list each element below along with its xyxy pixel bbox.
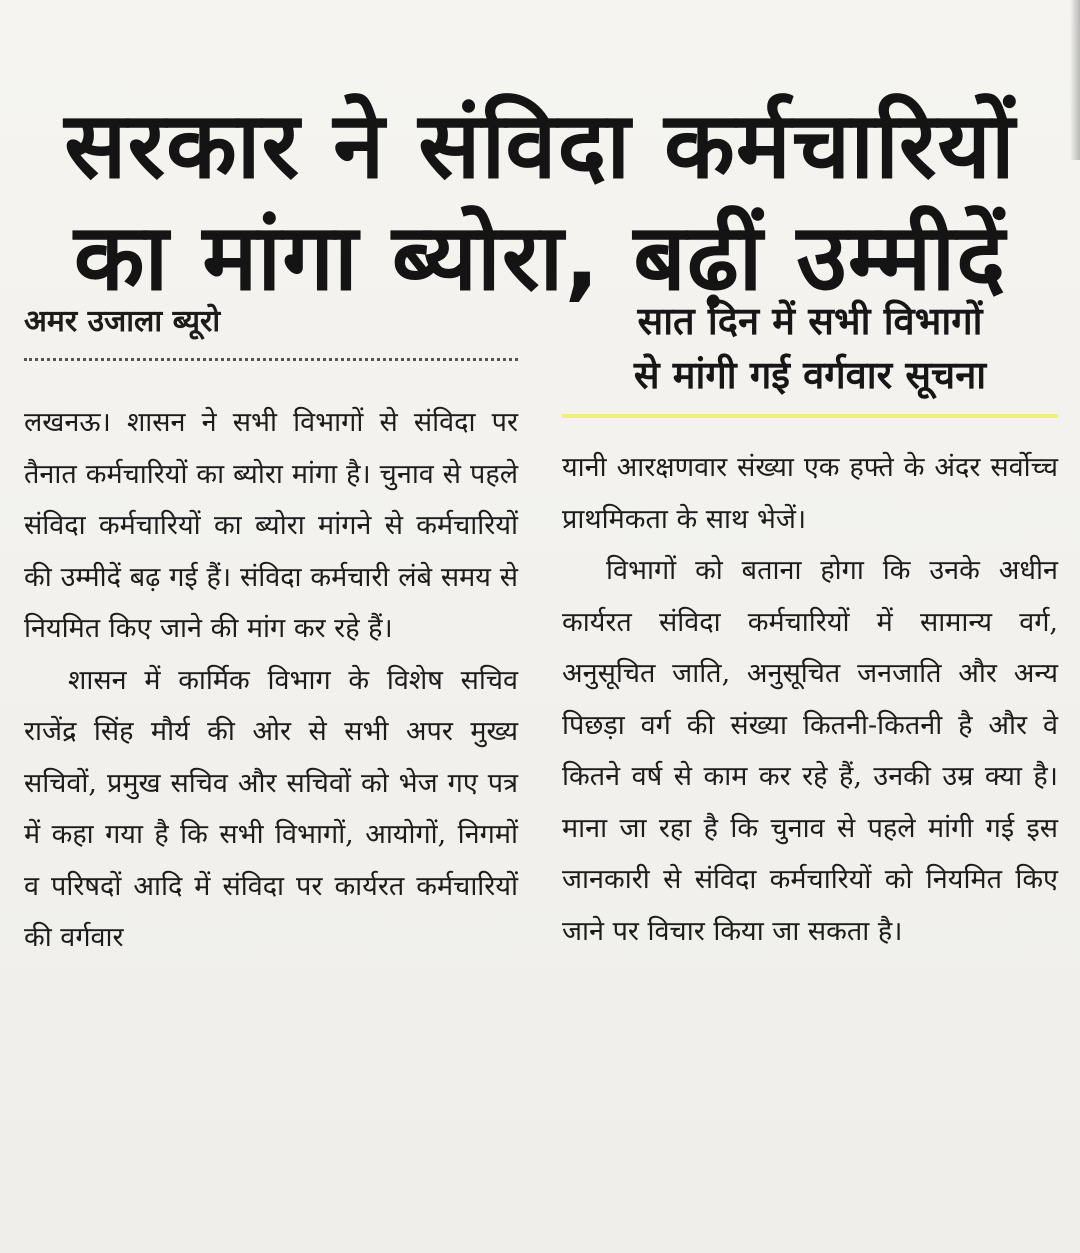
headline-line-1: सरकार ने संविदा कर्मचारियों — [64, 91, 1016, 199]
article-column-left — [24, 300, 518, 964]
article-column-right — [562, 294, 1058, 957]
article-paragraph: विभागों को बताना होगा कि उनके अधीन कार्यरत संविदा कर्मचारियों में सामान्य वर्ग, अनुसूचित जाति, अनुसूचित जनजाति और अन्य पिछड़ा वर्ग की संख्या कितनी-कितनी है और वे कितने वर्ष से काम कर रहे हैं, उनकी उम्र क्या है। माना जा रहा है कि चुनाव से पहले मांगी गई इस जानकारी से संविदा कर्मचारियों को नियमित किए जाने पर विचार किया जा सकता है। — [562, 555, 1058, 947]
headline — [20, 90, 1060, 314]
subheadline-line-2: से मांगी गई वर्गवार सूचना — [633, 353, 987, 397]
byline: अमर उजाला ब्यूरो — [24, 300, 518, 361]
page-edge-shadow — [1070, 0, 1080, 160]
subheadline-line-1: सात दिन में सभी विभागों — [637, 299, 983, 343]
subheadline — [562, 294, 1058, 418]
article-paragraph: लखनऊ। शासन ने सभी विभागों से संविदा पर तैनात कर्मचारियों का ब्योरा मांगा है। चुनाव से पहले संविदा कर्मचारियों का ब्योरा मांगने से कर्मचारियों की उम्मीदें बढ़ गई हैं। संविदा कर्मचारी लंबे समय से नियमित किए जाने की मांग कर रहे हैं। — [24, 407, 518, 644]
headline-line-2: का मांगा ब्योरा, बढ़ीं उम्मीदें — [73, 203, 1007, 311]
article-paragraph: यानी आरक्षणवार संख्या एक हफ्ते के अंदर सर्वोच्च प्राथमिकता के साथ भेजें। — [562, 452, 1058, 535]
article-paragraph: शासन में कार्मिक विभाग के विशेष सचिव राजेंद्र सिंह मौर्य की ओर से सभी अपर मुख्य सचिवों, प्रमुख सचिव और सचिवों को भेज गए पत्र में कहा गया है कि सभी विभागों, आयोगों, निगमों व परिषदों आदि में संविदा पर कार्यरत कर्मचारियों की वर्गवार — [24, 664, 518, 953]
